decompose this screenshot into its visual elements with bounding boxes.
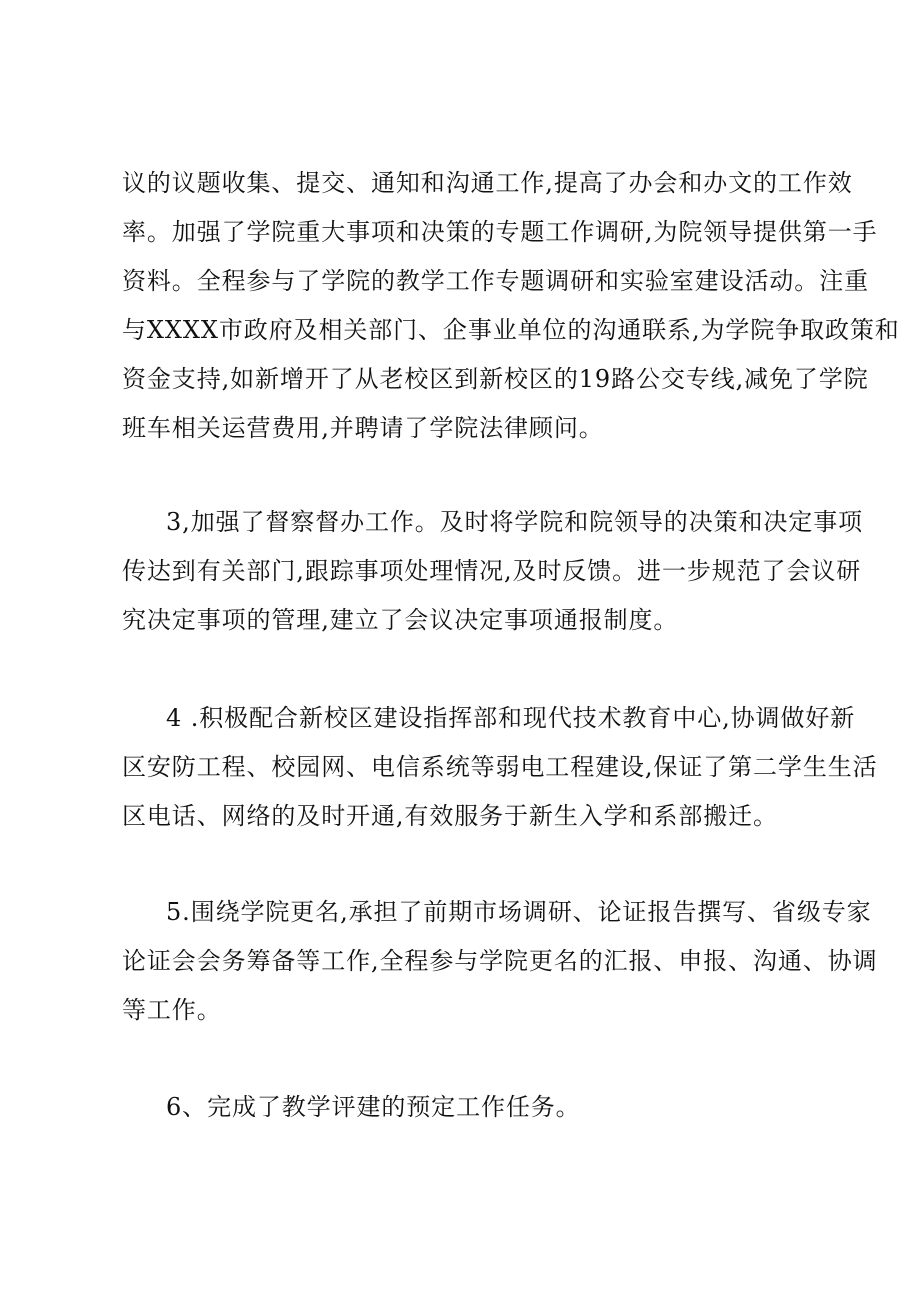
text-line: 议的议题收集、提交、通知和沟通工作,提高了办会和办文的工作效: [122, 169, 853, 197]
text-line: 6、完成了教学评建的预定工作任务。: [166, 1093, 581, 1121]
text-line: 率。加强了学院重大事项和决策的专题工作调研,为院领导提供第一手: [122, 218, 878, 246]
text-line: 班车相关运营费用,并聘请了学院法律顾问。: [122, 414, 604, 442]
text-line: 区电话、网络的及时开通,有效服务于新生入学和系部搬迁。: [122, 802, 778, 830]
text-line: 等工作。: [122, 996, 222, 1024]
text-line: 与XXXX市政府及相关部门、企事业单位的沟通联系,为学院争取政策和: [122, 316, 900, 344]
text-line: 5.围绕学院更名,承担了前期市场调研、论证报告撰写、省级专家: [166, 898, 872, 926]
text-line: 4 .积极配合新校区建设指挥部和现代技术教育中心,协调做好新: [166, 704, 856, 732]
text-line: 区安防工程、校园网、电信系统等弱电工程建设,保证了第二学生生活: [122, 753, 878, 781]
text-line: 传达到有关部门,跟踪事项处理情况,及时反馈。进一步规范了会议研: [122, 557, 862, 585]
text-line: 资料。全程参与了学院的教学工作专题调研和实验室建设活动。注重: [122, 267, 869, 295]
text-line: 论证会会务筹备等工作,全程参与学院更名的汇报、申报、沟通、协调: [122, 947, 878, 975]
text-line: 资金支持,如新增开了从老校区到新校区的19路公交专线,减免了学院: [122, 365, 869, 393]
text-line: 3,加强了督察督办工作。及时将学院和院领导的决策和决定事项: [166, 508, 863, 536]
text-line: 究决定事项的管理,建立了会议决定事项通报制度。: [122, 606, 679, 634]
